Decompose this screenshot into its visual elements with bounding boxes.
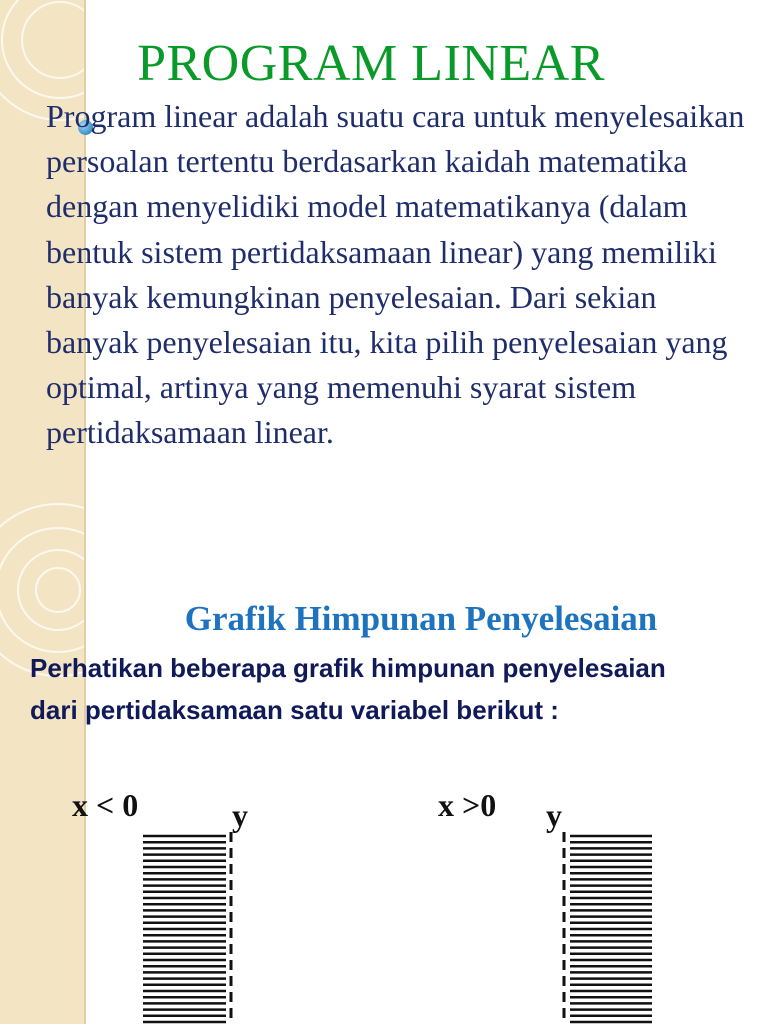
- graph-1-shaded-region: [143, 836, 226, 1022]
- graph-2-shaded-region: [570, 836, 652, 1022]
- graph-1-axis-label: y: [232, 797, 248, 833]
- graph-1-inequality-label: x < 0: [72, 787, 139, 823]
- graph-2-inequality-label: x >0: [438, 787, 497, 823]
- graphs-area: [0, 780, 768, 1024]
- graph-x-greater-than-0: [438, 787, 652, 1024]
- slide-title: PROGRAM LINEAR: [137, 35, 605, 92]
- section-title: Grafik Himpunan Penyelesaian: [184, 599, 658, 638]
- graph-2-axis-label: y: [546, 797, 562, 833]
- graph-x-less-than-0: [72, 787, 248, 1024]
- section-paragraph: Perhatikan beberapa grafik himpunan penyelesaian dari pertidaksamaan satu variabel berikut :: [30, 653, 666, 725]
- intro-paragraph: Program linear adalah suatu cara untuk menyelesaikan persoalan tertentu berdasarkan kaidah matematika dengan menyelidiki model matematikanya (dalam bentuk sistem pertidaksamaan linear) yang memiliki banyak kemungkinan penyelesaian. Dari sekian banyak penyelesaian itu, kita pilih penyelesaian yang optimal, artinya yang memenuhi syarat sistem pertidaksamaan linear.: [46, 98, 745, 451]
